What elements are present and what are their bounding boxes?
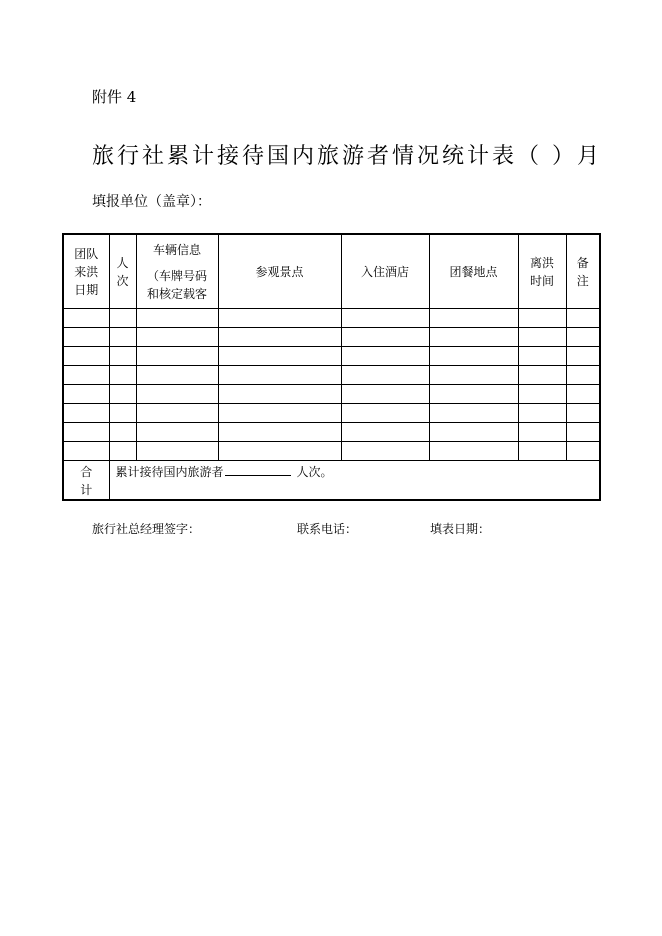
table-cell[interactable] bbox=[63, 423, 109, 442]
table-cell[interactable] bbox=[136, 328, 218, 347]
table-cell[interactable] bbox=[109, 347, 136, 366]
table-cell[interactable] bbox=[566, 347, 600, 366]
total-label: 合 计 bbox=[63, 461, 109, 501]
table-cell[interactable] bbox=[518, 328, 566, 347]
table-cell[interactable] bbox=[218, 328, 341, 347]
table-cell[interactable] bbox=[566, 385, 600, 404]
table-cell[interactable] bbox=[566, 328, 600, 347]
table-cell[interactable] bbox=[518, 309, 566, 328]
table-cell[interactable] bbox=[429, 309, 518, 328]
table-cell[interactable] bbox=[341, 347, 429, 366]
table-row bbox=[63, 423, 600, 442]
table-cell[interactable] bbox=[63, 366, 109, 385]
table-cell[interactable] bbox=[63, 385, 109, 404]
filing-unit-label: 填报单位（盖章）： bbox=[92, 194, 211, 210]
table-cell[interactable] bbox=[429, 328, 518, 347]
table-cell[interactable] bbox=[566, 423, 600, 442]
table-cell[interactable] bbox=[218, 442, 341, 461]
header-team-arrival-date: 团队 来洪 日期 bbox=[63, 234, 109, 309]
table-cell[interactable] bbox=[136, 385, 218, 404]
table-row bbox=[63, 347, 600, 366]
table-cell[interactable] bbox=[429, 385, 518, 404]
table-cell[interactable] bbox=[136, 309, 218, 328]
table-cell[interactable] bbox=[63, 404, 109, 423]
table-cell[interactable] bbox=[136, 442, 218, 461]
table-cell[interactable] bbox=[429, 404, 518, 423]
table-cell[interactable] bbox=[429, 347, 518, 366]
manager-signature-label: 旅行社总经理签字： bbox=[92, 522, 201, 536]
total-fill-blank[interactable] bbox=[225, 463, 291, 476]
table-cell[interactable] bbox=[566, 404, 600, 423]
table-cell[interactable] bbox=[109, 309, 136, 328]
table-row bbox=[63, 366, 600, 385]
table-cell[interactable] bbox=[218, 423, 341, 442]
header-dining: 团餐地点 bbox=[429, 234, 518, 309]
table-cell[interactable] bbox=[109, 328, 136, 347]
table-total-row bbox=[63, 461, 600, 501]
total-text-before: 累计接待国内旅游者 bbox=[115, 465, 224, 479]
header-scenic-spots: 参观景点 bbox=[218, 234, 341, 309]
table-cell[interactable] bbox=[518, 423, 566, 442]
header-hotel: 入住酒店 bbox=[341, 234, 429, 309]
table-cell[interactable] bbox=[518, 366, 566, 385]
total-summary bbox=[109, 461, 600, 501]
table-row bbox=[63, 328, 600, 347]
table-cell[interactable] bbox=[518, 442, 566, 461]
table-cell[interactable] bbox=[518, 385, 566, 404]
form-title: 旅行社累计接待国内旅游者情况统计表（ ）月 bbox=[92, 144, 602, 169]
table-cell[interactable] bbox=[218, 385, 341, 404]
table-cell[interactable] bbox=[109, 442, 136, 461]
table-cell[interactable] bbox=[341, 385, 429, 404]
table-cell[interactable] bbox=[341, 309, 429, 328]
table-cell[interactable] bbox=[429, 366, 518, 385]
header-remarks: 备 注 bbox=[566, 234, 600, 309]
table-cell[interactable] bbox=[341, 328, 429, 347]
table-cell[interactable] bbox=[341, 442, 429, 461]
table-cell[interactable] bbox=[109, 404, 136, 423]
table-cell[interactable] bbox=[136, 366, 218, 385]
table-cell[interactable] bbox=[218, 309, 341, 328]
table-cell[interactable] bbox=[429, 442, 518, 461]
table-cell[interactable] bbox=[218, 366, 341, 385]
table-row bbox=[63, 404, 600, 423]
table-cell[interactable] bbox=[136, 347, 218, 366]
table-cell[interactable] bbox=[63, 309, 109, 328]
table-cell[interactable] bbox=[63, 328, 109, 347]
table-cell[interactable] bbox=[518, 404, 566, 423]
table-cell[interactable] bbox=[566, 309, 600, 328]
total-text-after: 人次。 bbox=[296, 465, 333, 479]
table-cell[interactable] bbox=[429, 423, 518, 442]
table-cell[interactable] bbox=[341, 423, 429, 442]
table-row bbox=[63, 309, 600, 328]
table-cell[interactable] bbox=[63, 347, 109, 366]
table-cell[interactable] bbox=[566, 366, 600, 385]
header-person-count: 人 次 bbox=[109, 234, 136, 309]
table-cell[interactable] bbox=[218, 347, 341, 366]
header-departure-time: 离洪 时间 bbox=[518, 234, 566, 309]
table-cell[interactable] bbox=[566, 442, 600, 461]
table-row bbox=[63, 385, 600, 404]
fill-date-label: 填表日期： bbox=[430, 522, 491, 536]
attachment-label: 附件 4 bbox=[92, 88, 137, 106]
table-cell[interactable] bbox=[341, 404, 429, 423]
table-cell[interactable] bbox=[109, 423, 136, 442]
table-cell[interactable] bbox=[109, 385, 136, 404]
contact-phone-label: 联系电话： bbox=[297, 522, 358, 536]
table-cell[interactable] bbox=[341, 366, 429, 385]
table-cell[interactable] bbox=[136, 404, 218, 423]
table-cell[interactable] bbox=[518, 347, 566, 366]
table-cell[interactable] bbox=[136, 423, 218, 442]
header-vehicle-info: 车辆信息 （车牌号码 和核定载客 bbox=[136, 234, 218, 309]
table-cell[interactable] bbox=[109, 366, 136, 385]
statistics-table bbox=[62, 233, 601, 501]
table-cell[interactable] bbox=[63, 442, 109, 461]
table-cell[interactable] bbox=[218, 404, 341, 423]
table-row bbox=[63, 442, 600, 461]
table-header-row bbox=[63, 234, 600, 309]
